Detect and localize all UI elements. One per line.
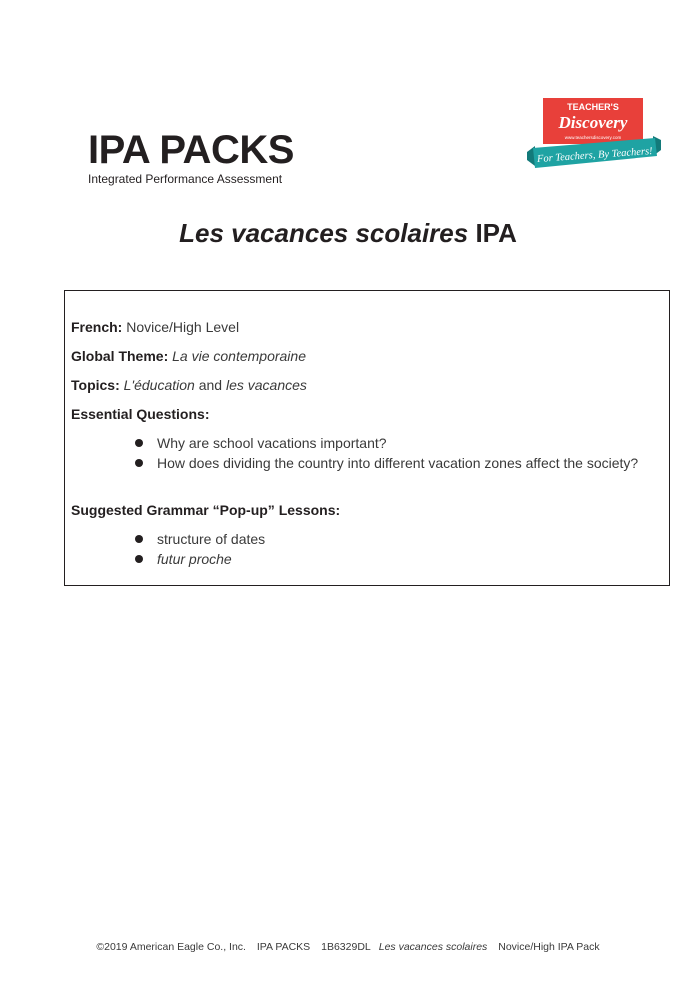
bullet-icon [135,555,143,563]
theme-value: La vie contemporaine [172,348,306,364]
title-italic: Les vacances scolaires [179,218,469,248]
grammar-item-text: futur proche [157,551,232,567]
footer-copyright: ©2019 American Eagle Co., Inc. [96,941,246,953]
brand-header [88,130,294,186]
footer-title: Les vacances scolaires [378,941,488,953]
logo-ribbon: For Teachers, By Teachers! [536,145,654,166]
list-item [135,453,638,473]
topics-line [71,377,307,393]
grammar-label: Suggested Grammar “Pop-up” Lessons: [71,502,341,518]
french-line [71,319,239,335]
topics-part2: les vacances [225,377,307,393]
french-label: French: [71,319,123,335]
grammar-item-text: structure of dates [157,531,266,547]
theme-label: Global Theme: [71,348,169,364]
bullet-icon [135,459,143,467]
footer-code: 1B6329DL [321,941,371,953]
french-value: Novice/High Level [126,319,240,335]
grammar-list [135,529,265,569]
info-box [64,290,670,586]
question-text: How does dividing the country into different vacation zones affect the society? [157,455,639,471]
list-item [135,433,638,453]
logo-line1: TEACHER'S [567,102,619,112]
theme-line [71,348,306,364]
eq-line [71,406,209,422]
title-plain: IPA [475,218,517,248]
essential-questions-label: Essential Questions: [71,406,210,422]
grammar-line [71,502,340,518]
brand-subtitle: Integrated Performance Assessment [88,172,283,186]
logo-line2: Discovery [558,113,628,132]
document-title [0,218,696,249]
logo-url: www.teachersdiscovery.com [564,135,622,140]
bullet-icon [135,535,143,543]
footer-product: IPA PACKS [256,941,311,953]
topics-and: and [198,377,223,393]
bullet-icon [135,439,143,447]
essential-questions-list [135,433,638,473]
page-footer [0,941,696,953]
brand-title: IPA PACKS [88,128,294,172]
topics-part1: L'éducation [123,377,195,393]
topics-label: Topics: [71,377,120,393]
teachers-discovery-logo [523,96,665,176]
list-item [135,529,265,549]
footer-suffix: Novice/High IPA Pack [498,941,600,953]
list-item [135,549,265,569]
question-text: Why are school vacations important? [157,435,387,451]
